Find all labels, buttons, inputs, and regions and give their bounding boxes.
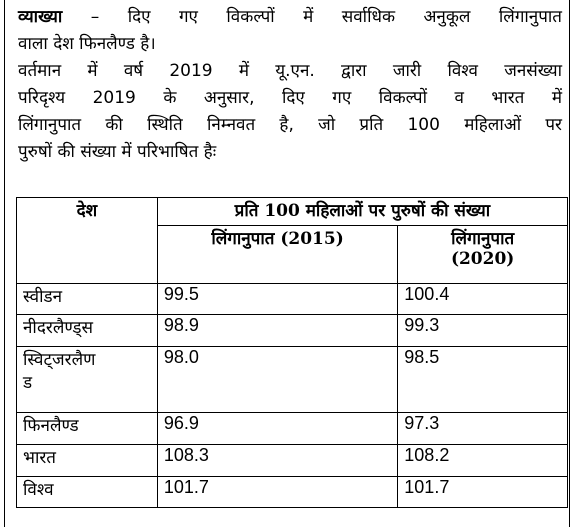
value-2015-cell: 101.7 [157,477,397,508]
value-2020-cell: 108.2 [398,445,568,477]
explanation-line-2: वाला देश फिनलैण्ड है। [18,34,156,54]
country-cell [17,347,158,413]
table-row [17,413,568,445]
value-2015-cell: 98.0 [157,347,397,413]
table-row [17,445,568,477]
header-2020-label: लिंगानुपात [451,229,515,249]
context-line-1: वर्तमान में वर्ष 2019 में यू.एन. द्वारा जारी विश्व जनसंख्या [18,61,562,81]
country-cell: नीदरलैण्ड्स [17,315,158,347]
header-country: देश [17,198,158,284]
explanation-label: व्याख्या [18,7,63,27]
header-2020 [398,226,568,284]
table-row [17,477,568,508]
country-cell: विश्व [17,477,158,508]
value-2015-cell: 108.3 [157,445,397,477]
table-row [17,347,568,413]
header-2020-year: (2020) [450,249,515,269]
value-2020-cell: 99.3 [398,315,568,347]
context-paragraph [18,58,562,166]
context-line-3: लिंगानुपात की स्थिति निम्नवत है, जो प्रति 100 महिलाओं पर [18,115,562,135]
sex-ratio-table [16,197,568,508]
explanation-line-1 [18,4,562,31]
value-2020-cell: 97.3 [398,413,568,445]
table-row [17,284,568,315]
value-2020-cell: 98.5 [398,347,568,413]
explanation-text: – दिए गए विकल्पों में सर्वाधिक अनुकूल लिंगानुपात [62,7,562,27]
header-group: प्रति 100 महिलाओं पर पुरुषों की संख्या [157,198,567,226]
country-name-part-2: ड [23,373,33,393]
value-2020-cell: 100.4 [398,284,568,315]
value-2015-cell: 99.5 [157,284,397,315]
country-cell: भारत [17,445,158,477]
value-2015-cell: 98.9 [157,315,397,347]
country-name-part-1: स्विट्जरलैण [23,350,96,370]
header-2015: लिंगानुपात (2015) [157,226,397,284]
country-cell: फिनलैण्ड [17,413,158,445]
value-2015-cell: 96.9 [157,413,397,445]
table-row [17,315,568,347]
value-2020-cell: 101.7 [398,477,568,508]
explanation-paragraph [18,4,562,58]
country-cell: स्वीडन [17,284,158,315]
context-line-2: परिदृश्य 2019 के अनुसार, दिए गए विकल्पों व भारत में [18,88,562,108]
context-line-4: पुरुषों की संख्या में परिभाषित हैः [18,142,217,162]
